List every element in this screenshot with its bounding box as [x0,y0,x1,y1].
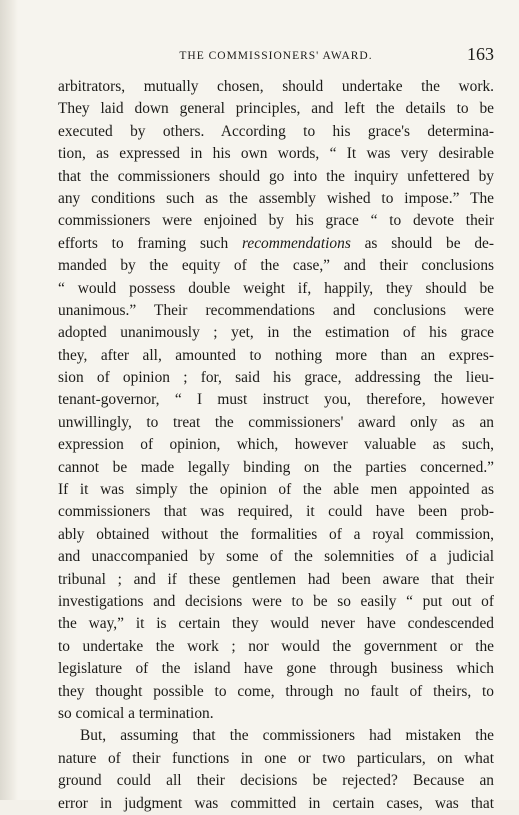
text-line: manded by the equity of the case,” and their conclusions [58,257,494,275]
text-line: nature of their functions in one or two particulars, on what [58,749,494,767]
text-line: they thought possible to come, through no fault of theirs, to [58,682,494,700]
text-line: arbitrators, mutually chosen, should undertake the work. [58,78,494,95]
text-line: cannot be made legally binding on the parties concerned.” [58,458,494,476]
text-line: adopted unanimously ; yet, in the estimation of his grace [58,324,494,342]
text-line: the way,” it is certain they would never have condescended [58,615,494,633]
text-segment: as should be de- [350,234,495,252]
text-line: and unaccompanied by some of the solemnities of a judicial [58,548,494,566]
text-line: so comical a termination. [58,704,214,722]
text-line: commissioners were enjoined by his grace “ to devote their [58,212,494,230]
scan-shadow-edge [0,0,18,800]
italic-word: recommendations [241,234,351,252]
text-line-with-italic [58,233,494,255]
text-line: expression of opinion, which, however valuable as such, [58,436,494,454]
text-line: ground could all their decisions be rejected? Because an [58,772,494,790]
text-line: executed by others. According to his grace's determina- [58,122,494,140]
text-line: ably obtained without the formalities of a royal commission, [58,525,494,543]
text-segment: efforts to framing such [58,234,242,252]
text-line: They laid down general principles, and left the details to be [58,100,494,118]
text-line: unanimous.” Their recommendations and conclusions were [58,301,494,319]
text-line: sion of opinion ; for, said his grace, addressing the lieu- [58,369,494,387]
text-line: to undertake the work ; nor would the government or the [58,637,494,655]
text-line: investigations and decisions were to be so easily “ put out of [58,592,494,610]
text-line: they, after all, amounted to nothing more than an expres- [58,346,494,364]
text-line: tribunal ; and if these gentlemen had been aware that their [58,570,494,588]
text-line: tion, as expressed in his own words, “ It was very desirable [58,145,494,163]
text-line: commissioners that was required, it could have been prob- [58,503,494,521]
text-line: If it was simply the opinion of the able men appointed as [58,481,494,499]
text-line: unwillingly, to treat the commissioners' award only as an [58,413,494,431]
page-header [58,44,494,70]
page-number: 163 [467,44,494,64]
text-line: “ would possess double weight if, happily, they should be [58,279,494,297]
paragraph-start-line: But, assuming that the commissioners had mistaken the [80,727,494,745]
text-line: error in judgment was committed in certain cases, was that [58,794,494,812]
text-line: legislature of the island have gone through business which [58,660,494,678]
text-line: tenant-governor, “ I must instruct you, therefore, however [58,391,494,409]
text-line: that the commissioners should go into the inquiry unfettered by [58,167,494,185]
text-line: any conditions such as the assembly wished to impose.” The [58,189,494,207]
body-text [58,76,494,815]
running-title: THE COMMISSIONERS' AWARD. [179,50,373,62]
